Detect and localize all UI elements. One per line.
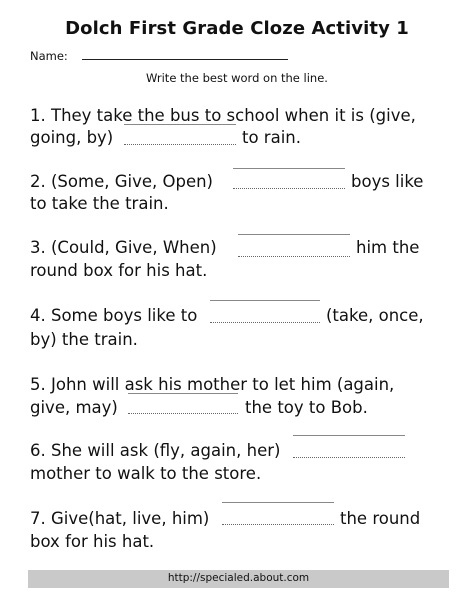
question-5-line-2-start: give, may) <box>30 398 118 417</box>
question-4-line-2: by) the train. <box>30 330 138 349</box>
name-label: Name: <box>30 49 68 63</box>
answer-line-upper-7 <box>222 502 334 503</box>
question-3-line-1-start: 3. (Could, Give, When) <box>30 238 217 257</box>
name-field-line[interactable] <box>82 59 288 60</box>
instructions-text: Write the best word on the line. <box>146 71 328 85</box>
footer-url[interactable]: http://specialed.about.com <box>167 572 310 584</box>
question-1-line-2-start: going, by) <box>30 128 114 147</box>
answer-blank-6[interactable] <box>293 457 405 458</box>
question-7-line-1-end: the round <box>340 509 421 528</box>
question-4-line-1-start: 4. Some boys like to <box>30 306 198 325</box>
answer-line-upper-6 <box>293 435 405 436</box>
question-6-line-2: mother to walk to the store. <box>30 464 262 483</box>
answer-line-upper-2 <box>233 168 345 169</box>
answer-line-upper-1 <box>124 124 236 125</box>
question-5-line-2-end: the toy to Bob. <box>245 398 368 417</box>
question-6-line-1: 6. She will ask (fly, again, her) <box>30 441 281 460</box>
question-2-line-2: to take the train. <box>30 194 169 213</box>
footer-bar <box>28 570 449 588</box>
answer-blank-4[interactable] <box>210 322 320 323</box>
answer-line-upper-3 <box>238 234 350 235</box>
answer-blank-7[interactable] <box>222 524 334 525</box>
answer-line-upper-5 <box>128 393 238 394</box>
question-7-line-2: box for his hat. <box>30 532 155 551</box>
answer-blank-5[interactable] <box>128 413 238 414</box>
question-3-line-1-end: him the <box>356 238 420 257</box>
question-7-line-1-start: 7. Give(hat, live, him) <box>30 509 210 528</box>
question-4-line-1-end: (take, once, <box>326 306 424 325</box>
answer-blank-2[interactable] <box>233 188 345 189</box>
question-2-line-1-start: 2. (Some, Give, Open) <box>30 172 213 191</box>
answer-blank-1[interactable] <box>124 144 236 145</box>
worksheet-title: Dolch First Grade Cloze Activity 1 <box>65 18 409 39</box>
question-1-line-2-end: to rain. <box>242 128 301 147</box>
answer-line-upper-4 <box>210 300 320 301</box>
answer-blank-3[interactable] <box>238 256 350 257</box>
question-3-line-2: round box for his hat. <box>30 261 208 280</box>
question-5-line-1: 5. John will ask his mother to let him (again, <box>30 375 395 394</box>
question-1-line-1: 1. They take the bus to school when it is (give, <box>30 106 416 125</box>
question-2-line-1-end: boys like <box>351 172 424 191</box>
